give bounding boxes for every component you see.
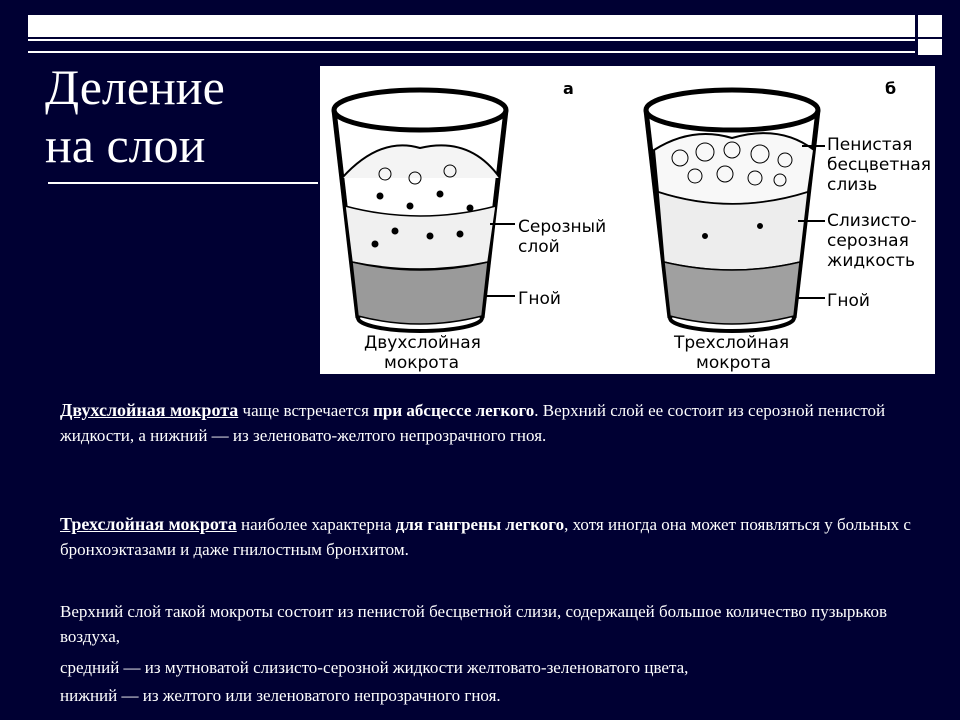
pus-label-left: Гной (518, 289, 561, 309)
title-line-2: на слои (45, 117, 206, 173)
title-underline (48, 182, 318, 184)
right-glass (646, 90, 825, 331)
p1-text-1: чаще встречается (238, 401, 374, 420)
p2-text-1: наиболее характерна (236, 515, 396, 534)
title-line-1: Деление (45, 59, 225, 115)
mucoserous-label-1: Слизисто- (827, 211, 917, 231)
left-caption-2: мокрота (384, 353, 460, 373)
mucoserous-label-3: жидкость (827, 251, 916, 271)
pus-label-right: Гной (827, 291, 870, 311)
foam-label-2: бесцветная (827, 155, 932, 175)
foam-label-1: Пенистая (827, 135, 913, 155)
left-glass (334, 90, 515, 331)
term-two-layer: Двухслойная мокрота (60, 400, 239, 420)
sputum-figure (320, 66, 935, 374)
p2-text-2: , хотя иногда она может появляться у больных с бронхоэктазами и даже гнилостным бронхитом. (60, 515, 911, 559)
foam-label-3: слизь (827, 175, 878, 195)
corner-block-bottom (918, 39, 942, 55)
label-b: б (885, 79, 897, 98)
glasses-illustration (320, 66, 935, 374)
p2-bold: для гангрены легкого (395, 515, 565, 534)
term-three-layer: Трехслойная мокрота (60, 514, 237, 534)
label-a: а (563, 79, 574, 98)
p1-text-2: . Верхний слой ее состоит из серозной пенистой жидкости, а нижний — из зеленовато-желтого непрозрачного гноя. (60, 401, 886, 445)
paragraph-two-layer (60, 398, 920, 448)
corner-block-top (918, 15, 942, 37)
header-band (28, 39, 915, 53)
paragraph-three-layer (60, 512, 920, 562)
p1-bold: при абсцессе легкого (373, 401, 535, 420)
mucoserous-label-2: серозная (827, 231, 909, 251)
paragraph-lower-layer: нижний — из желтого или зеленоватого непрозрачного гноя. (60, 686, 501, 705)
serous-label-1: Серозный (518, 217, 607, 237)
paragraph-middle-layer: средний — из мутноватой слизисто-серозной жидкости желтовато-зеленоватого цвета, (60, 658, 689, 677)
left-caption-1: Двухслойная (364, 333, 481, 353)
slide-title (45, 58, 225, 174)
right-caption-1: Трехслойная (674, 333, 790, 353)
header-bar (28, 15, 915, 37)
serous-label-2: слой (518, 237, 560, 257)
paragraph-upper-layer: Верхний слой такой мокроты состоит из пенистой бесцветной слизи, содержащей большое количество пузырьков воздуха, (60, 602, 888, 646)
right-caption-2: мокрота (696, 353, 772, 373)
